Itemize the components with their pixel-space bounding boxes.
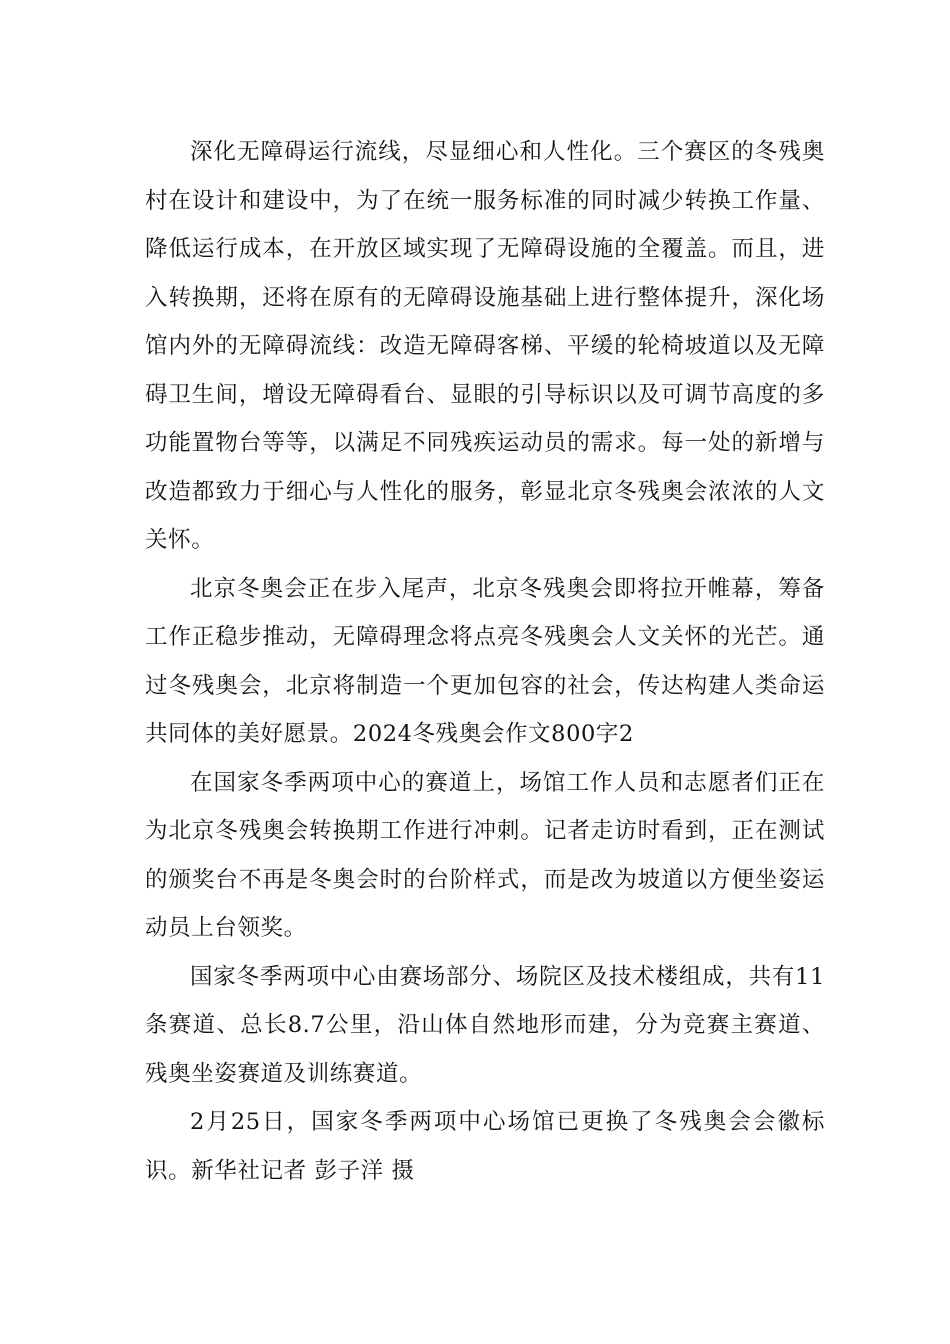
paragraph-photo-caption: 2月25日，国家冬季两项中心场馆已更换了冬残奥会会徽标识。新华社记者 彭子洋 摄 (145, 1109, 825, 1184)
paragraph-accessibility-flow: 深化无障碍运行流线，尽显细心和人性化。三个赛区的冬残奥村在设计和建设中，为了在统一服务标准的同时减少转换工作量、降低运行成本，在开放区域实现了无障碍设施的全覆盖。而且，进入转换期，还将在原有的无障碍设施基础上进行整体提升，深化场馆内外的无障碍流线：改造无障碍客梯、平缓的轮椅坡道以及无障碍卫生间，增设无障碍看台、显眼的引导标识以及可调节高度的多功能置物台等等，以满足不同残疾运动员的需求。每一处的新增与改造都致力于细心与人性化的服务，彰显北京冬残奥会浓浓的人文关怀。 (145, 139, 825, 553)
paragraph-biathlon-center: 国家冬季两项中心由赛场部分、场院区及技术楼组成，共有11条赛道、总长8.7公里，沿山体自然地形而建，分为竞赛主赛道、残奥坐姿赛道及训练赛道。 (145, 963, 825, 1087)
paragraph-games-closing: 北京冬奥会正在步入尾声，北京冬残奥会即将拉开帷幕，筹备工作正稳步推动，无障碍理念将点亮冬残奥会人文关怀的光芒。通过冬残奥会，北京将制造一个更加包容的社会，传达构建人类命运共同体的美好愿景。2024冬残奥会作文800字2 (145, 575, 825, 747)
article-body (145, 128, 825, 1195)
paragraph-biathlon-track: 在国家冬季两项中心的赛道上，场馆工作人员和志愿者们正在为北京冬残奥会转换期工作进行冲刺。记者走访时看到，正在测试的颁奖台不再是冬奥会时的台阶样式，而是改为坡道以方便坐姿运动员上台领奖。 (145, 769, 825, 941)
